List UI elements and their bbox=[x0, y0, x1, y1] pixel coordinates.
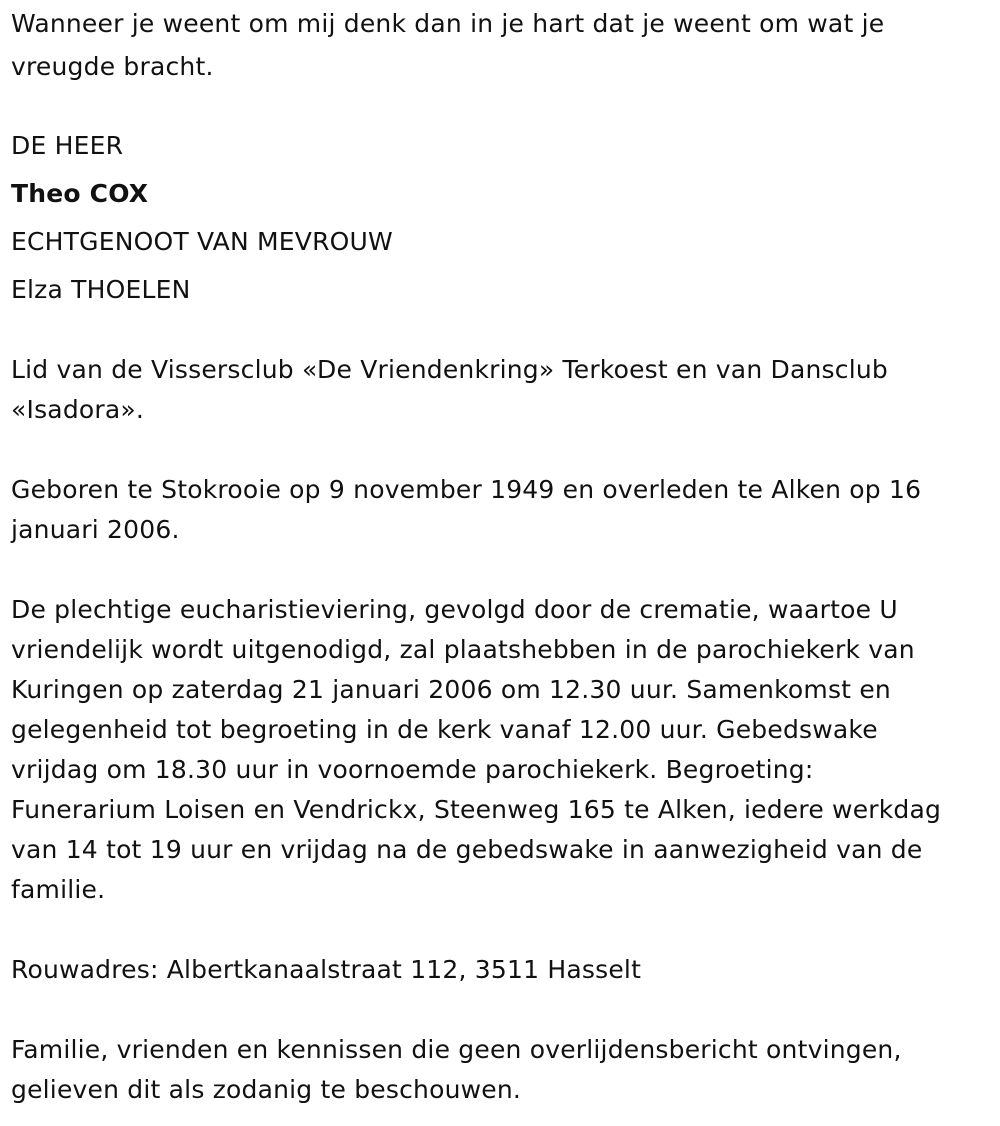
spouse-name: Elza THOELEN bbox=[11, 275, 191, 304]
membership-line-2: «Isadora». bbox=[11, 395, 145, 424]
ceremony-line-7: van 14 tot 19 uur en vrijdag na de gebedswake in aanwezigheid van de bbox=[11, 835, 923, 864]
birth-death-line-2: januari 2006. bbox=[11, 515, 180, 544]
opening-line-2: vreugde bracht. bbox=[11, 52, 214, 81]
ceremony-line-5: vrijdag om 18.30 uur in voornoemde parochiekerk. Begroeting: bbox=[11, 755, 814, 784]
ceremony-line-1: De plechtige eucharistieviering, gevolgd door de crematie, waartoe U bbox=[11, 595, 898, 624]
closing-line-1: Familie, vrienden en kennissen die geen overlijdensbericht ontvingen, bbox=[11, 1035, 902, 1064]
ceremony-line-2: vriendelijk wordt uitgenodigd, zal plaatshebben in de parochiekerk van bbox=[11, 635, 915, 664]
closing-line-2: gelieven dit als zodanig te beschouwen. bbox=[11, 1075, 522, 1104]
ceremony-line-3: Kuringen op zaterdag 21 januari 2006 om 12.30 uur. Samenkomst en bbox=[11, 675, 891, 704]
ceremony-line-8: familie. bbox=[11, 875, 106, 904]
ceremony-line-6: Funerarium Loisen en Vendrickx, Steenweg 165 te Alken, iedere werkdag bbox=[11, 795, 942, 824]
deceased-name: Theo COX bbox=[11, 179, 149, 208]
membership-line-1: Lid van de Vissersclub «De Vriendenkring» Terkoest en van Dansclub bbox=[11, 355, 888, 384]
mourning-address: Rouwadres: Albertkanaalstraat 112, 3511 Hasselt bbox=[11, 955, 642, 984]
opening-line-1: Wanneer je weent om mij denk dan in je hart dat je weent om wat je bbox=[11, 9, 885, 38]
ceremony-line-4: gelegenheid tot begroeting in de kerk vanaf 12.00 uur. Gebedswake bbox=[11, 715, 878, 744]
salutation: DE HEER bbox=[11, 131, 124, 160]
relation-line: ECHTGENOOT VAN MEVROUW bbox=[11, 227, 393, 256]
birth-death-line-1: Geboren te Stokrooie op 9 november 1949 en overleden te Alken op 16 bbox=[11, 475, 922, 504]
